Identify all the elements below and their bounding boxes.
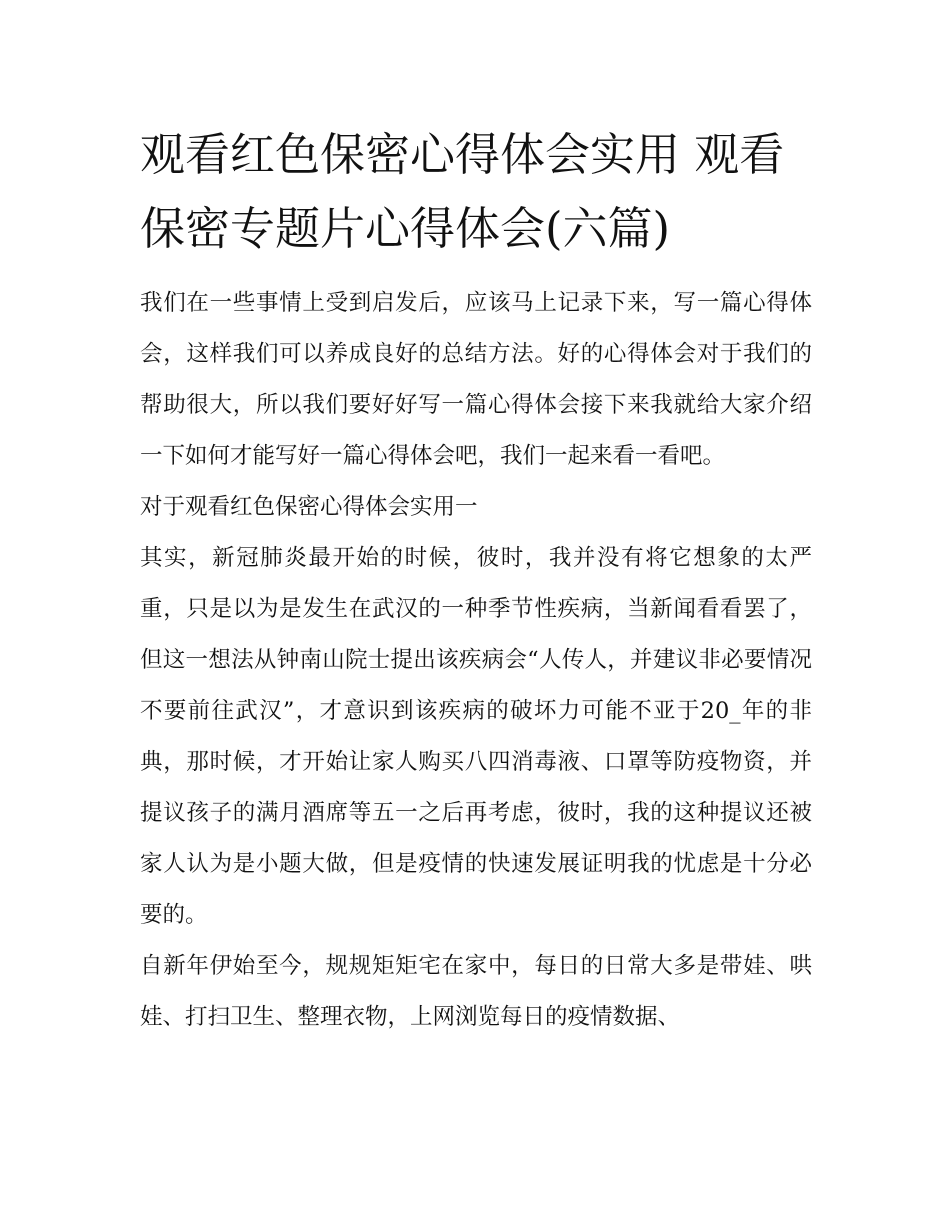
intro-paragraph: 我们在一些事情上受到启发后，应该马上记录下来，写一篇心得体会，这样我们可以养成良好的总结方法。好的心得体会对于我们的帮助很大，所以我们要好好写一篇心得体会接下来我就给大家介绍一下如何才能写好一篇心得体会吧，我们一起来看一看吧。 xyxy=(140,290,812,469)
document-page xyxy=(140,118,812,1043)
document-title: 观看红色保密心得体会实用 观看保密专题片心得体会(六篇) xyxy=(140,128,785,255)
body-paragraph: 其实，新冠肺炎最开始的时候，彼时，我并没有将它想象的太严重，只是以为是发生在武汉的一种季节性疾病，当新闻看看罢了，但这一想法从钟南山院士提出该疾病会“人传人，并建议非必要情况不要前往武汉”，才意识到该疾病的破坏力可能不亚于20_年的非典，那时候，才开始让家人购买八四消毒液、口罩等防疫物资，并提议孩子的满月酒席等五一之后再考虑，彼时，我的这种提议还被家人认为是小题大做，但是疫情的快速发展证明我的忧虑是十分必要的。 xyxy=(140,545,812,928)
section-heading: 对于观看红色保密心得体会实用一 xyxy=(140,494,478,520)
body-paragraph: 自新年伊始至今，规规矩矩宅在家中，每日的日常大多是带娃、哄娃、打扫卫生、整理衣物，上网浏览每日的疫情数据、 xyxy=(140,953,812,1030)
